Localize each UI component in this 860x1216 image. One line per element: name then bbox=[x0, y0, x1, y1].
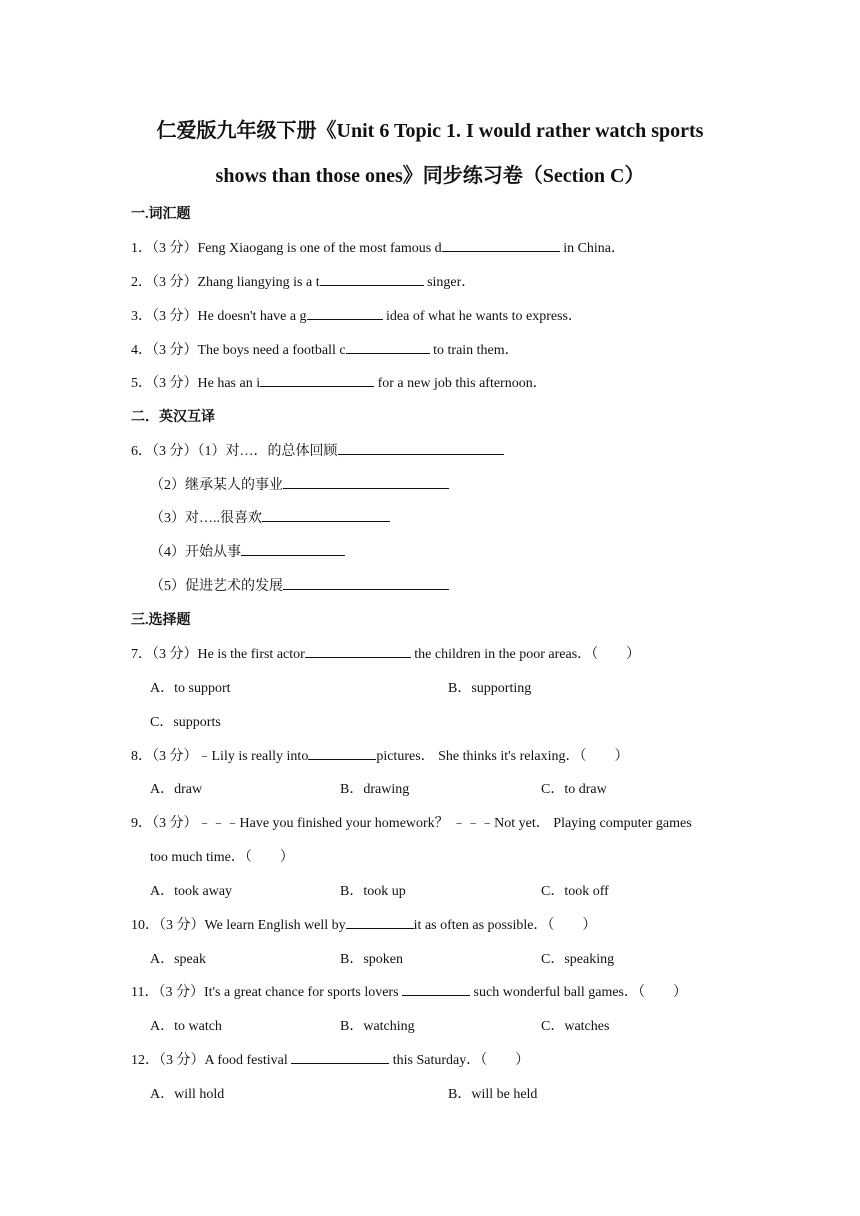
answer-blank[interactable] bbox=[262, 509, 390, 522]
question-9-continued: too much time．（ ） bbox=[150, 850, 294, 865]
question-text: （5）促进艺术的发展 bbox=[150, 579, 283, 594]
answer-blank[interactable] bbox=[307, 307, 383, 320]
question-text: idea of what he wants to express． bbox=[382, 309, 582, 324]
question-text: pictures． She thinks it's relaxing．（ ） bbox=[376, 749, 629, 764]
answer-blank[interactable] bbox=[260, 374, 374, 387]
question-text: to train them． bbox=[429, 343, 519, 358]
page-title-line1: 仁爱版九年级下册《Unit 6 Topic 1. I would rather watch sports bbox=[156, 120, 704, 142]
question-text: in China． bbox=[559, 241, 626, 256]
question-text: singer． bbox=[423, 275, 476, 290]
section-heading-choice: 三.选择题 bbox=[131, 613, 191, 628]
answer-blank[interactable] bbox=[320, 273, 424, 286]
question-text: 8．（3 分）﹣Lily is really into bbox=[131, 749, 309, 764]
section-heading-translation: 二．英汉互译 bbox=[131, 410, 215, 425]
question-3 bbox=[131, 305, 582, 325]
question-6 bbox=[131, 440, 504, 460]
option-c[interactable]: C．watches bbox=[541, 1019, 610, 1034]
option-c[interactable]: C．supports bbox=[150, 715, 221, 730]
question-10 bbox=[131, 914, 596, 934]
question-8 bbox=[131, 745, 629, 765]
option-c[interactable]: C．speaking bbox=[541, 952, 615, 967]
option-b[interactable]: B．drawing bbox=[340, 782, 410, 797]
question-text: 1．（3 分）Feng Xiaogang is one of the most famous d bbox=[131, 241, 442, 256]
answer-blank[interactable] bbox=[291, 1051, 389, 1064]
question-12 bbox=[131, 1049, 529, 1069]
question-11 bbox=[131, 981, 687, 1001]
question-6-item-2 bbox=[150, 474, 449, 494]
option-a[interactable]: A．took away bbox=[150, 884, 233, 899]
answer-blank[interactable] bbox=[338, 442, 504, 455]
question-text: it as often as possible．（ ） bbox=[413, 918, 597, 933]
question-5 bbox=[131, 372, 547, 392]
question-text: for a new job this afternoon． bbox=[374, 376, 547, 391]
option-b[interactable]: B．watching bbox=[340, 1019, 415, 1034]
question-text: （4）开始从事 bbox=[150, 545, 241, 560]
question-text: （2）继承某人的事业 bbox=[150, 478, 283, 493]
option-b[interactable]: B．will be held bbox=[448, 1087, 538, 1102]
question-1 bbox=[131, 237, 625, 257]
answer-blank[interactable] bbox=[283, 476, 449, 489]
question-text: 3．（3 分）He doesn't have a g bbox=[131, 309, 307, 324]
question-9: 9．（3 分）﹣﹣﹣Have you finished your homework？ ﹣﹣﹣Not yet． Playing computer games bbox=[131, 816, 692, 831]
question-text: 12．（3 分）A food festival bbox=[131, 1053, 292, 1068]
answer-blank[interactable] bbox=[305, 645, 411, 658]
question-7 bbox=[131, 643, 640, 663]
question-text: 2．（3 分）Zhang liangying is a t bbox=[131, 275, 320, 290]
question-6-item-4 bbox=[150, 541, 345, 561]
answer-blank[interactable] bbox=[241, 543, 345, 556]
option-b[interactable]: B．spoken bbox=[340, 952, 403, 967]
question-text: 7．（3 分）He is the first actor bbox=[131, 647, 305, 662]
question-text: 10．（3 分）We learn English well by bbox=[131, 918, 346, 933]
question-text: 4．（3 分）The boys need a football c bbox=[131, 343, 346, 358]
question-text: this Saturday．（ ） bbox=[389, 1053, 530, 1068]
section-heading-vocabulary: 一.词汇题 bbox=[131, 207, 191, 222]
option-a[interactable]: A．to support bbox=[150, 681, 231, 696]
question-text: 11．（3 分）It's a great chance for sports lovers bbox=[131, 985, 403, 1000]
answer-blank[interactable] bbox=[308, 747, 376, 760]
option-b[interactable]: B．supporting bbox=[448, 681, 532, 696]
question-text: 5．（3 分）He has an i bbox=[131, 376, 261, 391]
answer-blank[interactable] bbox=[442, 239, 560, 252]
answer-blank[interactable] bbox=[346, 916, 414, 929]
option-a[interactable]: A．will hold bbox=[150, 1087, 225, 1102]
question-6-item-3 bbox=[150, 507, 390, 527]
question-text: the children in the poor areas．（ ） bbox=[410, 647, 641, 662]
answer-blank[interactable] bbox=[283, 577, 449, 590]
answer-blank[interactable] bbox=[346, 341, 430, 354]
option-a[interactable]: A．to watch bbox=[150, 1019, 222, 1034]
question-4 bbox=[131, 339, 519, 359]
option-a[interactable]: A．draw bbox=[150, 782, 203, 797]
page-title-line2: shows than those ones》同步练习卷（Section C） bbox=[215, 165, 645, 187]
question-text: 6．（3 分）（1）对…．的总体回顾 bbox=[131, 444, 338, 459]
option-a[interactable]: A．speak bbox=[150, 952, 206, 967]
question-text: （3）对…..很喜欢 bbox=[150, 511, 262, 526]
option-c[interactable]: C．to draw bbox=[541, 782, 607, 797]
option-b[interactable]: B．took up bbox=[340, 884, 406, 899]
question-text: such wonderful ball games．（ ） bbox=[470, 985, 688, 1000]
option-c[interactable]: C．took off bbox=[541, 884, 609, 899]
question-6-item-5 bbox=[150, 575, 449, 595]
question-2 bbox=[131, 271, 475, 291]
answer-blank[interactable] bbox=[402, 983, 470, 996]
